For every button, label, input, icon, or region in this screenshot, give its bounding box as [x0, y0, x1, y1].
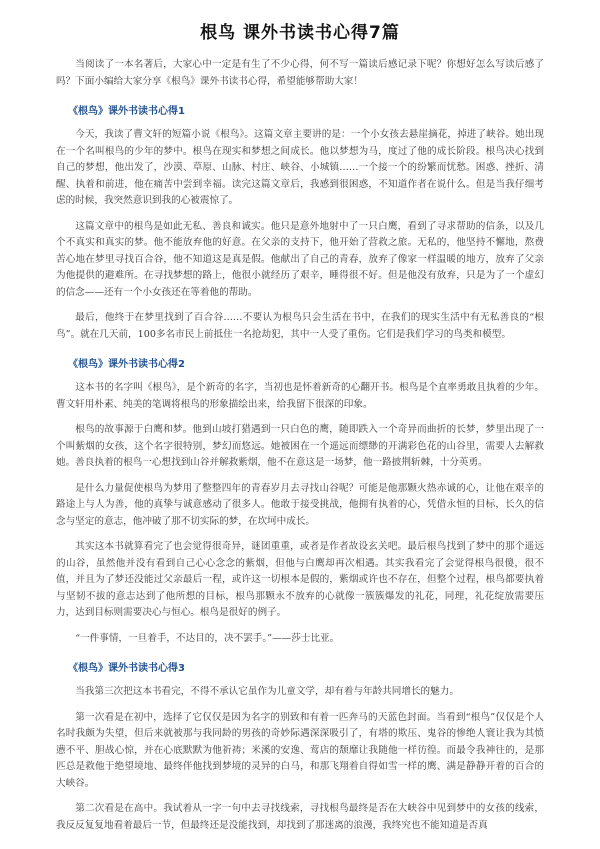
paragraph: 是什么力量促使根鸟为梦用了整整四年的青春岁月去寻找山谷呢？可能是他那颗火热赤诚的心，让他在艰辛的路途上与人为善，他的真挚与诚意感动了很多人。他敢于接受挑战，他拥有执着的心，凭借永恒的目标，长久的信念与坚定的意志，他冲破了那不切实际的梦，在坎坷中成长。 — [56, 482, 544, 527]
paragraph: 最后，他终于在梦里找到了百合谷……不要认为根鸟只会生活在书中，在我们的现实生活中有无私善良的“根鸟”。就在几天前，100多名市民上前抵住一名抢劫犯，其中一人受了重伤。它们是我们学习的鸟类和模型。 — [56, 312, 544, 340]
paragraph: 今天，我读了曹文轩的短篇小说《根鸟》。这篇文章主要讲的是：一个小女孩去悬崖摘花，掉进了峡谷。她出现在一个名叫根鸟的少年的梦中。根鸟在现实和梦想之间成长。他以梦想为马，度过了他的成长阶段。根鸟决心找到自己的梦想，他出发了，沙漠、草原、山脉、村庄、峡谷、小城镇……一个接一个的纷繁而忧愁。困惑、挫折、清醒、执着和前进，他在痛苦中尝到幸福。读完这篇文章后，我感到很困惑，不知道作者在说什么。但是当我仔细考虑的时候，我突然意识到我的心被震惊了。 — [56, 129, 544, 206]
paragraph: 根鸟的故事源于白鹰和梦。他到山坡打猎遇到一只白色的鹰，随即跌入一个奇异而曲折的长梦，梦里出现了一个叫紫烟的女孩，这个名字很特别，梦幻而悠远。她被困在一个遥远而缥缈的开满彩色花的山谷里，需要人去解救她。善良执着的根鸟一心想找到山谷并解救紫烟，他不在意这是一场梦，他一路披荆斩棘，十分英勇。 — [56, 424, 544, 468]
paragraph: 其实这本书就算看完了也会觉得很奇异，谜团重重，或者是作者故设玄关吧。最后根鸟找到了梦中的那个遥远的山谷，虽然他并没有看到自己心心念念的紫烟，但他与白鹰却再次相遇。其实我看完了会觉得根鸟很傻，很不值，并且为了梦还没能过父亲最后一程，或许这一切根本是假的，紫烟或许也不存在，但整个过程，根鸟都要执着与坚韧不拔的意志达到了他所想的目标，根鸟那颗永不放弃的心就像一簇簇爆发的礼花，同理，礼花绽放需要压力，达到目标则需要决心与恒心。根鸟是很好的例子。 — [56, 541, 544, 618]
section-1 — [56, 102, 544, 343]
quote-paragraph: “一件事情，一旦着手，不达目的，决不罢手。”——莎士比亚。 — [75, 632, 340, 644]
paragraph: 第一次看是在初中，选择了它仅仅是因为名字的别致和有着一匹奔马的天蓝色封面。当看到“根鸟”仅仅是个人名时我颇为失望，但后来就被那与我同龄的男孩的奇妙际遇深深吸引了，有塔的欺压、鬼谷的惨绝人寰让我为其愤懑不平、胆战心惊，并在心底默默为他祈祷；米溪的安逸、莺店的颓靡让我随他一样彷徨。而最令我神往的，是那匹总是救他于绝望境地、最终伴他找到梦境的灵异的白马，和那飞翔着自得如雪一样的鹰、满是静静开着的百合的大峡谷。 — [56, 711, 544, 789]
section-3 — [56, 659, 544, 834]
page-title: 根鸟 课外书读书心得7篇 — [200, 23, 400, 43]
section-heading: 《根鸟》课外书读书心得1 — [68, 106, 185, 117]
section-heading: 《根鸟》课外书读书心得3 — [68, 663, 185, 674]
intro-paragraph: 当阅读了一本名著后，大家心中一定是有生了不少心得，何不写一篇读后感记录下呢？你想好怎么写读后感了吗？下面小编给大家分享《根鸟》课外书读书心得，希望能够帮助大家！ — [56, 59, 544, 87]
section-heading: 《根鸟》课外书读书心得2 — [68, 359, 185, 370]
section-2 — [56, 355, 544, 647]
paragraph: 当我第三次把这本书看完，不得不承认它虽作为儿童文学，却有着与年龄共同增长的魅力。 — [75, 686, 459, 697]
paragraph: 这篇文章中的根鸟是如此无私、善良和诚实。他只是意外地射中了一只白鹰，看到了寻求帮助的信条，以及几个不真实和真实的梦。他不能放弃他的好意。在父亲的支持下，他开始了营救之旅。无私的，他坚持不懈地，熬费苦心地在梦里寻找百合谷，他不知道这是真是假。他献出了自己的青春，放弃了像家一样温暖的地方，放弃了父亲为他提供的避难所。在寻找梦想的路上，他很小就经历了艰辛，睡得很不好。但是他没有放弃，只是为了一个虚幻的信念——还有一个小女孩还在等着他的帮助。 — [56, 220, 544, 298]
paragraph: 这本书的名字叫《根鸟》，是个新奇的名字，当初也是怀着新奇的心翻开书。根鸟是个直率勇敢且执着的少年。曹文轩用朴素、纯美的笔调将根鸟的形象描绘出来，给我留下很深的印象。 — [56, 382, 544, 410]
paragraph: 第二次看是在高中。我试着从一字一句中去寻找线索，寻找根鸟最终是否在大峡谷中见到梦中的女孩的线索，我反反复复地看着最后一节，但最终还是没能找到，却找到了那迷离的浪漫，我终究也不能知道是否真 — [56, 803, 544, 831]
